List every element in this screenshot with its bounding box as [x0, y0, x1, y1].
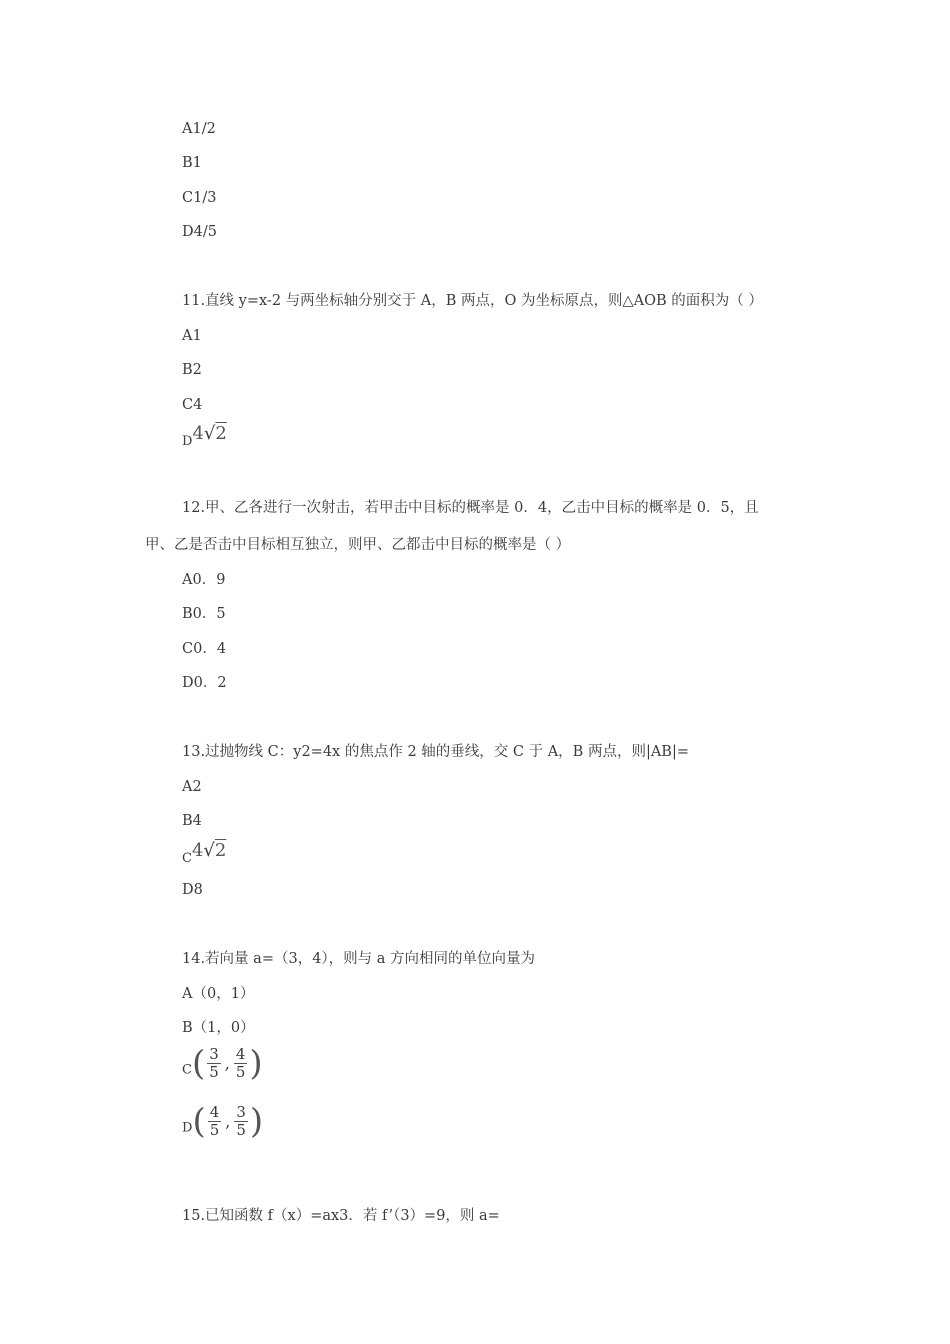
q14-option-d-fraction-2	[234, 1104, 248, 1139]
q13-option-c-radical: √	[203, 840, 215, 861]
q14-option-c-den-2: 5	[235, 1063, 246, 1081]
q11-option-a: A1	[182, 328, 202, 344]
q13-option-d: D8	[182, 882, 203, 898]
q11-option-d-letter: D	[182, 434, 193, 449]
q13-question: 13.过抛物线 C：y2=4x 的焦点作 2 轴的垂线，交 C 于 A，B 两点，则|AB|=	[182, 744, 689, 760]
q14-option-d-sep: ,	[225, 1111, 231, 1131]
q13-option-b: B4	[182, 813, 202, 829]
q14-option-c-sep: ,	[224, 1053, 230, 1073]
q14-option-c-fraction-1	[207, 1046, 221, 1081]
q14-option-d-open-paren: (	[192, 1101, 206, 1142]
q13-option-c-letter: C	[182, 851, 192, 866]
q10-option-b: B1	[182, 155, 202, 171]
q12-option-b: B0．5	[182, 606, 226, 622]
q14-option-d-den-1: 5	[209, 1121, 220, 1139]
q11-question: 11.直线 y=x-2 与两坐标轴分别交于 A，B 两点，O 为坐标原点，则△AOB 的面积为（ ）	[182, 293, 763, 309]
q14-option-b: B（1，0）	[182, 1020, 255, 1036]
q14-option-d-letter: D	[182, 1120, 193, 1136]
q11-option-d-radical: √	[203, 423, 216, 444]
q11-option-c: C4	[182, 397, 203, 413]
q12-question-line1: 12.甲、乙各进行一次射击，若甲击中目标的概率是 0．4，乙击中目标的概率是 0．5，且	[182, 500, 759, 516]
q10-option-c: C1/3	[182, 190, 217, 206]
q11-option-d-radicand: 2	[215, 423, 227, 444]
q14-option-d-num-1: 4	[209, 1103, 220, 1121]
q12-option-d: D0．2	[182, 675, 227, 691]
q14-option-c-fraction-2	[234, 1046, 248, 1081]
q10-option-a: A1/2	[182, 121, 216, 137]
q15-question: 15.已知函数 f（x）=ax3．若 f’（3）=9，则 a=	[182, 1208, 500, 1224]
q14-option-c-den-1: 5	[209, 1063, 219, 1081]
q11-option-b: B2	[182, 362, 202, 378]
q13-option-c-coef: 4	[191, 840, 204, 861]
q14-option-c-num-2: 4	[235, 1045, 246, 1063]
q13-option-a: A2	[182, 779, 202, 795]
q12-option-c: C0．4	[182, 641, 227, 657]
q14-option-c-letter: C	[182, 1062, 192, 1078]
q11-option-d	[182, 424, 227, 452]
q11-option-d-coef: 4	[192, 423, 204, 444]
q14-option-d-fraction-1	[208, 1104, 222, 1139]
q14-option-c	[182, 1043, 263, 1090]
q14-option-d-num-2: 3	[236, 1103, 246, 1121]
q14-option-c-open-paren: (	[191, 1043, 206, 1084]
q14-option-c-close-paren: )	[249, 1043, 263, 1084]
q14-option-d	[182, 1101, 264, 1148]
q13-option-c-radicand: 2	[214, 840, 227, 861]
q13-option-c	[182, 841, 226, 869]
q14-option-d-den-2: 5	[236, 1121, 246, 1139]
q12-question-line2: 甲、乙是否击中目标相互独立，则甲、乙都击中目标的概率是（ ）	[145, 537, 571, 553]
q14-option-d-close-paren: )	[249, 1101, 264, 1142]
q12-option-a: A0．9	[182, 572, 226, 588]
q10-option-d: D4/5	[182, 224, 217, 240]
q14-option-a: A（0，1）	[182, 986, 255, 1002]
q14-option-c-num-1: 3	[209, 1045, 219, 1063]
q14-question: 14.若向量 a=（3，4），则与 a 方向相同的单位向量为	[182, 951, 536, 967]
